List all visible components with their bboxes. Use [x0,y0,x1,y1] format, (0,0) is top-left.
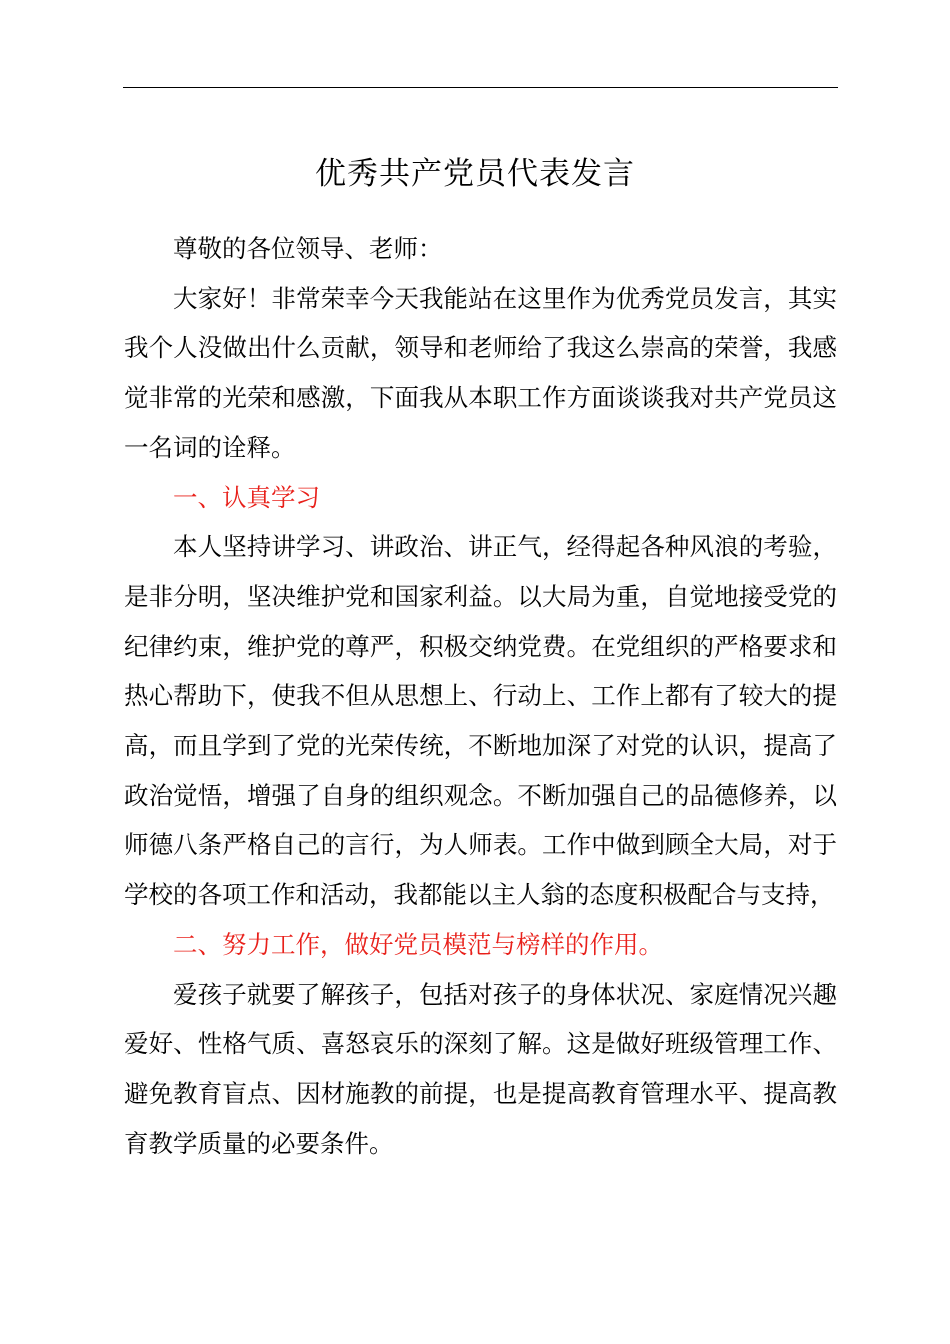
section-heading: 一、认真学习 [173,482,320,512]
intro-paragraph: 大家好！非常荣幸今天我能站在这里作为优秀党员发言，其实我个人没做出什么贡献，领导和老师给了我这么崇高的荣誉，我感觉非常的光荣和感激，下面我从本职工作方面谈谈我对共产党员这一名词的诠释。 [124,283,837,462]
section-paragraph: 爱孩子就要了解孩子，包括对孩子的身体状况、家庭情况兴趣爱好、性格气质、喜怒哀乐的深刻了解。这是做好班级管理工作、避免教育盲点、因材施教的前提，也是提高教育管理水平、提高教育教学质量的必要条件。 [124,979,837,1158]
section-heading: 二、努力工作，做好党员模范与榜样的作用。 [173,929,663,959]
salutation: 尊敬的各位领导、老师： [173,234,443,263]
section-paragraph: 本人坚持讲学习、讲政治、讲正气，经得起各种风浪的考验，是非分明，坚决维护党和国家利益。以大局为重，自觉地接受党的纪律约束，维护党的尊严，积极交纳党费。在党组织的严格要求和热心帮助下，使我不但从思想上、行动上、工作上都有了较大的提高，而且学到了党的光荣传统，不断地加深了对党的认识，提高了政治觉悟，增强了自身的组织观念。不断加强自己的品德修养，以师德八条严格自己的言行，为人师表。工作中做到顾全大局，对于学校的各项工作和活动，我都能以主人翁的态度积极配合与支持， [124,532,837,910]
document-body [124,224,837,1168]
page-title: 优秀共产党员代表发言 [315,156,635,192]
header-rule [123,87,838,88]
